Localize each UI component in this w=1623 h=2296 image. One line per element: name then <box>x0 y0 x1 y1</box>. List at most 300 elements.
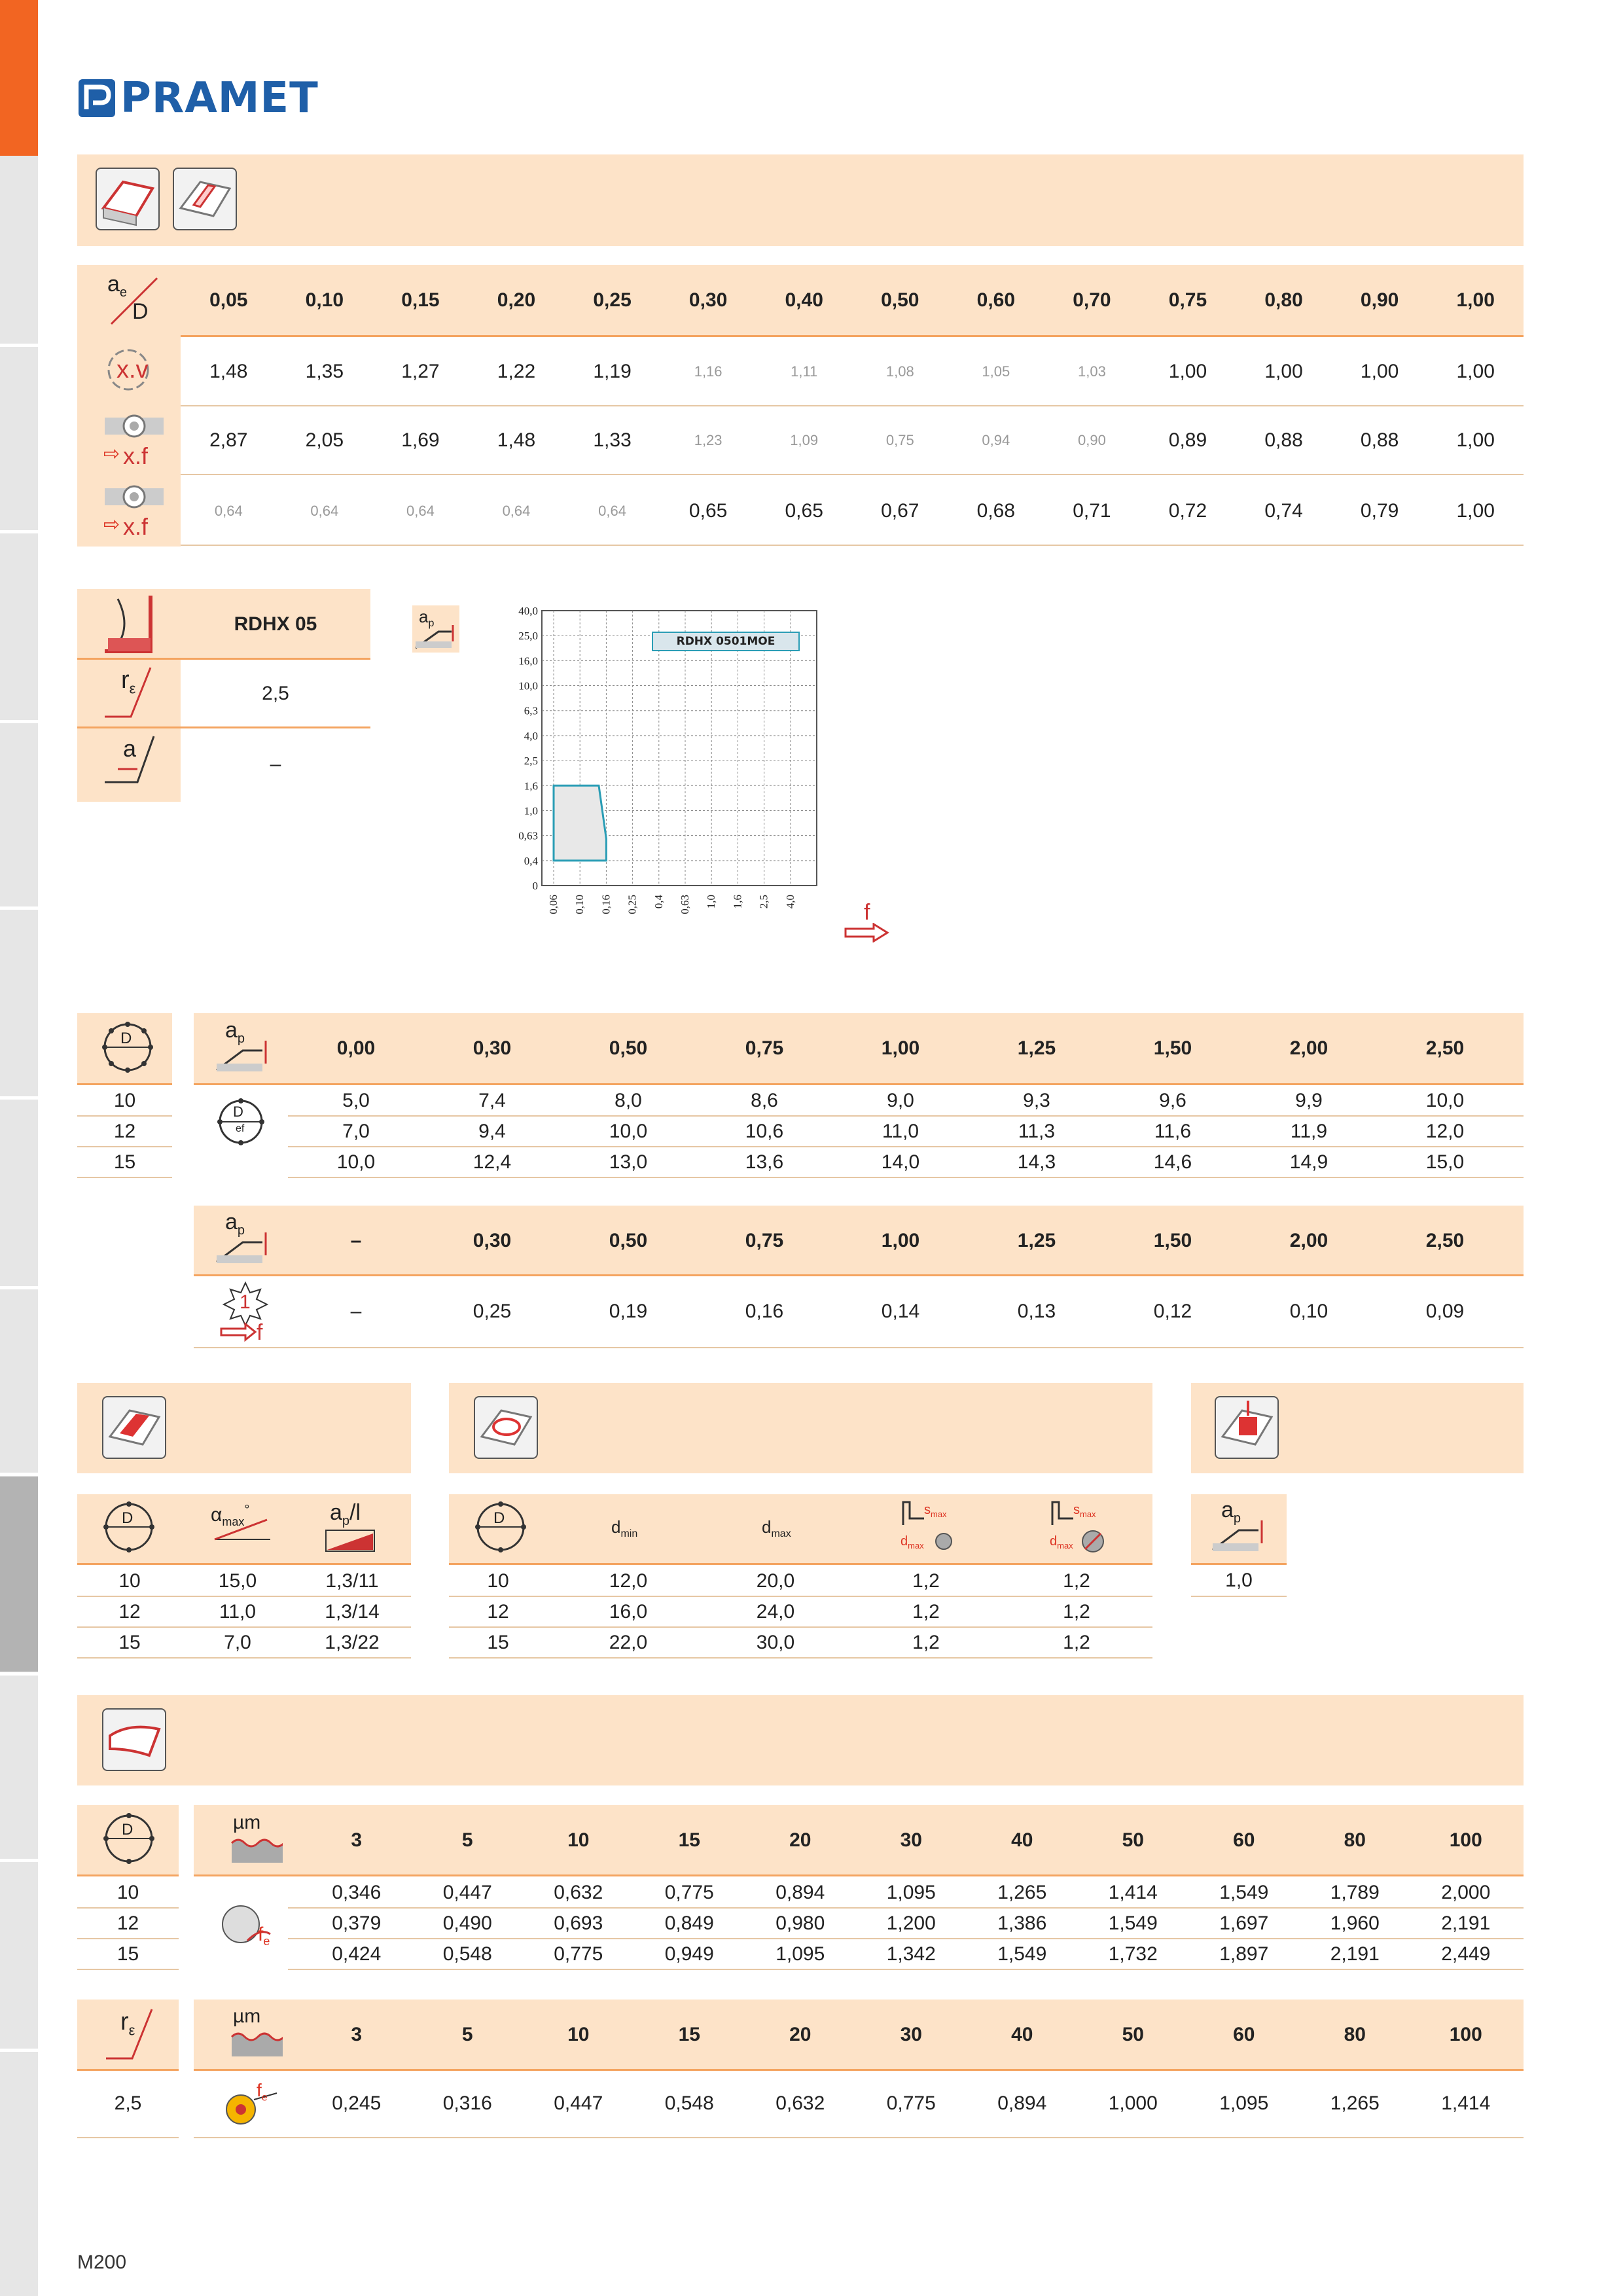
rough-diameter-icon <box>99 1809 158 1868</box>
plunge-icon <box>1215 1396 1279 1459</box>
rough-header-cell: 60 <box>1233 1829 1255 1851</box>
factor-cell: 2,05 <box>305 429 344 451</box>
factor-header-cell: 0,50 <box>881 289 919 311</box>
chart-ytick: 25,0 <box>518 630 538 643</box>
rough-cell: 0,980 <box>776 1912 825 1934</box>
rough-cell: 0,849 <box>664 1912 714 1934</box>
ramp-cell: 15 <box>118 1631 141 1653</box>
plunge-ap-sub: p <box>1233 1511 1241 1526</box>
factor-header-cell: 0,75 <box>1168 289 1207 311</box>
rough2-header-cell: 30 <box>900 2024 922 2045</box>
rough-d-label: D <box>122 1821 134 1839</box>
fe-radius-icon <box>221 2073 280 2132</box>
chart-legend <box>652 632 800 651</box>
smax-sub-2: max <box>1080 1509 1096 1519</box>
def-header-cell: 2,00 <box>1289 1037 1329 1059</box>
rough-cell: 1,095 <box>886 1881 936 1903</box>
rough-cell: 0,775 <box>664 1881 714 1903</box>
factor-cell: 1,03 <box>1078 363 1106 380</box>
um-label: µm <box>233 1812 261 1833</box>
feed-header-cell: 2,50 <box>1425 1230 1465 1251</box>
smax-label-2: s <box>1073 1503 1080 1517</box>
def-header-cell: 2,50 <box>1425 1037 1465 1059</box>
helix-cell: 1,2 <box>912 1631 940 1653</box>
def-cell: 11,0 <box>882 1120 919 1142</box>
rough-r-sub: ε <box>128 2022 135 2039</box>
rough-cell: 1,960 <box>1330 1912 1380 1934</box>
rough-r-label: r <box>120 2008 129 2036</box>
logo-text: PRAMET <box>120 74 319 122</box>
rough2-cell: 0,632 <box>776 2092 825 2114</box>
feed-header-cell: 1,25 <box>1017 1230 1056 1251</box>
d2-label-2: d <box>1050 1534 1058 1549</box>
rough2-header-cell: 100 <box>1449 2024 1482 2045</box>
def-header-cell: 1,50 <box>1153 1037 1192 1059</box>
rough-cell: 1,789 <box>1330 1881 1380 1903</box>
chart-xtick: 0,25 <box>626 895 639 914</box>
helix-cell: 22,0 <box>609 1631 648 1653</box>
def-label: D <box>233 1103 243 1120</box>
chart-xtick: 0,06 <box>547 895 560 914</box>
helix-cell: 15 <box>487 1631 509 1653</box>
def-cell: 14,6 <box>1153 1151 1192 1173</box>
rough2-r-value: 2,5 <box>114 2092 142 2114</box>
plunge-ap-label: a <box>1221 1498 1234 1522</box>
helix-diameter-icon <box>471 1498 530 1556</box>
side-tab-dark <box>0 1477 38 1672</box>
def-cell: 15,0 <box>1425 1151 1465 1173</box>
feed-header-cell: 0,50 <box>609 1230 648 1251</box>
rough2-header-cell: 60 <box>1233 2024 1255 2045</box>
factor-header-cell: 0,20 <box>497 289 536 311</box>
rough-header-cell: 10 <box>567 1829 590 1851</box>
feed-header-cell: 1,50 <box>1153 1230 1192 1251</box>
helix-cell: 16,0 <box>609 1600 648 1623</box>
r-value: 2,5 <box>262 682 289 704</box>
factor-header-cell: 0,70 <box>1073 289 1111 311</box>
factor-cell: 0,64 <box>310 502 339 519</box>
rough-radius-icon <box>99 2003 165 2065</box>
speed-factor-icon <box>103 340 162 399</box>
feed-factor-2-icon: x.f ⇨ <box>103 483 166 542</box>
ap-icon-2 <box>213 1210 272 1268</box>
factor-cell: 1,08 <box>885 363 914 380</box>
helix-cell: 12,0 <box>609 1570 648 1592</box>
factor-cell: 1,16 <box>694 363 722 380</box>
factor-cell: 1,19 <box>593 360 632 382</box>
rough-cell: 1,897 <box>1219 1943 1269 1965</box>
a-value: – <box>270 753 281 775</box>
d2-sub-2: max <box>1057 1541 1073 1551</box>
ae-label: a <box>107 272 120 296</box>
rough-cell: 1,342 <box>886 1943 936 1965</box>
alpha-sub: max <box>222 1515 245 1528</box>
factor-header-cell: 0,40 <box>785 289 823 311</box>
chart-xtick: 4,0 <box>783 895 796 909</box>
feed-cell: 0,12 <box>1153 1300 1192 1322</box>
factor-cell: 0,71 <box>1073 499 1111 522</box>
xf-label: x.f <box>123 442 149 469</box>
factor-cell: 1,00 <box>1264 360 1303 382</box>
factor-cell: 0,64 <box>214 502 243 519</box>
chart-ytick: 0 <box>532 880 538 892</box>
def-cell: 9,4 <box>478 1120 506 1142</box>
chart-ytick: 6,3 <box>524 704 538 717</box>
factor-header-cell: 0,80 <box>1264 289 1303 311</box>
helix-cell: 12 <box>487 1600 509 1623</box>
def-cell: 5,0 <box>342 1089 370 1111</box>
factor-cell: 0,68 <box>976 499 1016 522</box>
chart-xtick: 1,0 <box>705 895 718 909</box>
def-icon <box>213 1094 268 1149</box>
factor-cell: 0,90 <box>1078 431 1106 448</box>
rough2-cell: 1,265 <box>1330 2092 1380 2114</box>
ramp-cell: 1,3/22 <box>325 1631 380 1653</box>
helix-cell: 1,2 <box>1063 1631 1090 1653</box>
def-cell: 13,6 <box>745 1151 784 1173</box>
def-cell: 11,6 <box>1154 1120 1192 1142</box>
factor-cell: 0,64 <box>598 502 626 519</box>
ae-sub: e <box>119 285 128 300</box>
rough2-cell: 0,775 <box>886 2092 936 2114</box>
rough2-cell: 0,894 <box>997 2092 1047 2114</box>
ramp-cell: 12 <box>118 1600 141 1623</box>
apl-tail: /l <box>349 1500 361 1525</box>
apl-label: a <box>330 1500 342 1525</box>
rough-cell: 1,549 <box>997 1943 1047 1965</box>
rough-cell: 1,549 <box>1219 1881 1269 1903</box>
chart-ytick: 4,0 <box>524 729 538 742</box>
rough2-cell: 0,245 <box>332 2092 382 2114</box>
smax-dmax-icon <box>898 1499 970 1558</box>
feed-cell: 0,13 <box>1017 1300 1056 1322</box>
fe-sub: e <box>263 1935 270 1948</box>
helix-d-label: D <box>493 1509 505 1527</box>
feed-header-cell: – <box>350 1230 362 1251</box>
rough-cell: 1,732 <box>1108 1943 1158 1965</box>
logo <box>77 75 319 121</box>
fe-icon <box>221 1895 280 1954</box>
feed-header-cell: 0,75 <box>745 1230 784 1251</box>
def-cell: 9,6 <box>1159 1089 1186 1111</box>
feed-cell: 0,09 <box>1425 1300 1465 1322</box>
xf-label-2: x.f <box>123 513 149 540</box>
chart-ylabel-sub: p <box>428 618 435 630</box>
rough-d-cell: 10 <box>116 1881 139 1903</box>
ap-l-icon <box>321 1498 380 1556</box>
factor-header-cell: 0,25 <box>593 289 632 311</box>
def-cell: 9,9 <box>1295 1089 1323 1111</box>
page-number: M200 <box>77 2251 127 2273</box>
dmax-label: d <box>762 1517 772 1537</box>
factor-cell: 0,75 <box>885 431 914 448</box>
factor-header-cell: 0,05 <box>209 289 248 311</box>
def-d-cell: 10 <box>113 1089 136 1111</box>
feed-cell: 0,14 <box>881 1300 920 1322</box>
chart-ytick: 2,5 <box>524 755 538 768</box>
rough2-cell: 0,548 <box>664 2092 714 2114</box>
slot-milling-icon <box>173 168 237 230</box>
chart-ylabel: a <box>419 607 429 626</box>
ramp-cell: 1,3/14 <box>325 1600 380 1623</box>
rough-header-cell: 100 <box>1449 1829 1482 1851</box>
rough-cell: 0,949 <box>664 1943 714 1965</box>
apl-sub: p <box>342 1513 350 1528</box>
feed-cell: – <box>350 1300 362 1322</box>
factor-cell: 0,64 <box>502 502 531 519</box>
factor-cell: 1,05 <box>982 363 1010 380</box>
d2-label: d <box>901 1534 908 1549</box>
ramp-cell: 7,0 <box>224 1631 251 1653</box>
chart-ytick: 40,0 <box>518 605 538 617</box>
rough-cell: 0,424 <box>332 1943 382 1965</box>
feed-per-tooth-icon <box>216 1280 278 1345</box>
rough2-header-cell: 3 <box>351 2024 363 2045</box>
factor-cell: 0,64 <box>406 502 435 519</box>
ramp-cell: 11,0 <box>219 1600 257 1623</box>
chart-ytick: 1,0 <box>524 804 538 817</box>
factor-header-cell: 0,90 <box>1360 289 1399 311</box>
ramp-cell: 15,0 <box>218 1570 257 1592</box>
feed-factor-icon: x.f ⇨ <box>103 412 166 471</box>
helix-cell: 1,2 <box>912 1600 940 1623</box>
dmin-sub: min <box>620 1528 638 1540</box>
helical-header <box>449 1383 1152 1473</box>
diameter-icon <box>98 1018 157 1077</box>
smax-sub: max <box>931 1509 947 1519</box>
helix-cell: 1,2 <box>1063 1600 1090 1623</box>
rough-cell: 0,379 <box>332 1912 382 1934</box>
fe-sub-2: e <box>261 2092 268 2104</box>
def-header-cell: 0,00 <box>336 1037 376 1059</box>
ramp-d-label: D <box>122 1509 134 1527</box>
factor-cell: 0,65 <box>688 499 728 522</box>
ramping-icon <box>102 1396 166 1459</box>
factor-cell: 1,00 <box>1168 360 1207 382</box>
rough2-cell: 1,000 <box>1108 2092 1158 2114</box>
rough-header-cell: 30 <box>900 1829 922 1851</box>
active-tab <box>0 0 38 156</box>
alpha-label: α <box>211 1504 223 1526</box>
def-cell: 7,0 <box>342 1120 370 1142</box>
factor-cell: 1,00 <box>1456 499 1495 522</box>
plunge-ap-icon <box>1209 1498 1268 1556</box>
chart-xtick: 1,6 <box>731 895 744 909</box>
rough2-cell: 0,316 <box>442 2092 492 2114</box>
feed-cell: 0,16 <box>745 1300 784 1322</box>
factor-cell: 0,88 <box>1264 429 1303 451</box>
def-sub: ef <box>236 1123 245 1134</box>
rough-cell: 0,490 <box>442 1912 492 1934</box>
r-sub: ε <box>129 680 136 697</box>
rough-header-cell: 80 <box>1344 1829 1366 1851</box>
def-cell: 8,6 <box>751 1089 778 1111</box>
xv-label: x.v <box>116 356 149 384</box>
factor-cell: 1,48 <box>497 429 536 451</box>
factor-cell: 1,11 <box>791 363 818 380</box>
def-cell: 10,0 <box>609 1120 648 1142</box>
feed-cell: 0,19 <box>609 1300 648 1322</box>
factor-cell: 2,87 <box>209 429 248 451</box>
def-cell: 9,3 <box>1023 1089 1050 1111</box>
alpha-deg: ° <box>244 1503 250 1517</box>
factor-cell: 0,94 <box>982 431 1010 448</box>
a-label: a <box>123 735 137 762</box>
feed-cell: 0,25 <box>473 1300 512 1322</box>
rough-cell: 0,632 <box>554 1881 603 1903</box>
feed-cell: 0,10 <box>1289 1300 1329 1322</box>
corner-insert-icon <box>98 592 164 655</box>
rough2-cell: 0,447 <box>554 2092 603 2114</box>
def-d-label: D <box>120 1030 132 1047</box>
def-cell: 10,0 <box>1425 1089 1465 1111</box>
def-ap-sub: p <box>237 1031 245 1046</box>
def-cell: 12,0 <box>1425 1120 1465 1142</box>
dmin-label: d <box>611 1517 621 1537</box>
def-cell: 14,0 <box>881 1151 920 1173</box>
def-d-cell: 15 <box>113 1151 136 1173</box>
rough-d-cell: 15 <box>116 1943 139 1965</box>
factor-cell: 0,67 <box>881 499 919 522</box>
rough-header-cell: 40 <box>1011 1829 1033 1851</box>
feed-ap-sub: p <box>237 1223 245 1238</box>
wiper-length-icon <box>98 730 164 795</box>
chart-legend-text: RDHX 0501MOE <box>676 635 776 648</box>
rough2-header-cell: 50 <box>1122 2024 1144 2045</box>
def-cell: 9,0 <box>887 1089 914 1111</box>
rough-cell: 1,265 <box>997 1881 1047 1903</box>
rough-header-cell: 3 <box>351 1829 363 1851</box>
def-header-cell: 0,50 <box>609 1037 648 1059</box>
rough2-header-cell: 5 <box>461 2024 473 2045</box>
factor-cell: 1,48 <box>209 360 248 382</box>
rough2-header-cell: 80 <box>1344 2024 1366 2045</box>
roughness-header <box>77 1695 1524 1785</box>
ramp-diameter-icon <box>99 1498 158 1556</box>
dmax-sub: max <box>771 1528 791 1540</box>
helix-cell: 1,2 <box>1063 1570 1090 1592</box>
logo-icon <box>77 78 116 118</box>
factor-header-cell: 0,10 <box>305 289 344 311</box>
rough-cell: 0,894 <box>776 1881 825 1903</box>
ap-f-chart <box>412 592 897 959</box>
plunge-value: 1,0 <box>1225 1570 1253 1591</box>
section-header-slot-milling <box>77 154 1524 246</box>
d-label: D <box>132 299 149 324</box>
factor-header-cell: 0,30 <box>688 289 728 311</box>
rough-cell: 0,447 <box>442 1881 492 1903</box>
ramp-cell: 10 <box>118 1570 141 1592</box>
rough-header-cell: 15 <box>678 1829 700 1851</box>
smax-label: s <box>924 1503 931 1517</box>
fe-label-2: f <box>257 2080 262 2100</box>
smax-dmax-icon-2 <box>1047 1499 1119 1558</box>
rough2-cell: 1,414 <box>1441 2092 1491 2114</box>
rough-cell: 1,549 <box>1108 1912 1158 1934</box>
rough-header-cell: 50 <box>1122 1829 1144 1851</box>
factor-header-cell: 0,60 <box>976 289 1016 311</box>
surface-icon <box>102 1708 166 1771</box>
corner-radius-icon <box>98 661 164 723</box>
roughness-um-icon-2 <box>230 2004 283 2056</box>
rough-cell: 2,191 <box>1330 1943 1380 1965</box>
ap-icon <box>213 1018 272 1077</box>
def-header-cell: 0,30 <box>473 1037 512 1059</box>
factor-cell: 0,74 <box>1264 499 1303 522</box>
def-header-cell: 0,75 <box>745 1037 784 1059</box>
fe-label: f <box>258 1924 264 1945</box>
fz-label: 1 <box>240 1291 251 1313</box>
factor-cell: 1,33 <box>593 429 632 451</box>
factor-header-cell: 1,00 <box>1456 289 1495 311</box>
rough-d-cell: 12 <box>116 1912 139 1934</box>
factor-cell: 0,88 <box>1360 429 1399 451</box>
ramp-cell: 1,3/11 <box>325 1570 379 1592</box>
def-header-cell: 1,00 <box>881 1037 920 1059</box>
alpha-max-icon <box>208 1500 274 1559</box>
rough-cell: 1,200 <box>886 1912 936 1934</box>
def-cell: 7,4 <box>478 1089 506 1111</box>
def-cell: 13,0 <box>609 1151 648 1173</box>
ae-over-d-icon <box>98 272 164 331</box>
rough-cell: 0,775 <box>554 1943 603 1965</box>
helix-cell: 20,0 <box>756 1570 795 1592</box>
def-cell: 10,6 <box>745 1120 784 1142</box>
factor-cell: 1,27 <box>401 360 440 382</box>
um-label-2: µm <box>233 2005 261 2027</box>
helix-cell: 1,2 <box>912 1570 940 1592</box>
rough-cell: 1,386 <box>997 1912 1047 1934</box>
rough-cell: 0,548 <box>442 1943 492 1965</box>
rough-header-cell: 20 <box>789 1829 812 1851</box>
roughness-um-icon <box>230 1810 283 1863</box>
chart-xtick: 0,4 <box>652 895 665 909</box>
rough2-cell: 1,095 <box>1219 2092 1269 2114</box>
rough-cell: 1,697 <box>1219 1912 1269 1934</box>
chart-arrow-icon <box>844 923 890 942</box>
chart-ytick: 1,6 <box>524 780 538 793</box>
def-cell: 10,0 <box>336 1151 376 1173</box>
feed-header-cell: 2,00 <box>1289 1230 1329 1251</box>
rough-cell: 1,414 <box>1108 1881 1158 1903</box>
rough2-header-cell: 20 <box>789 2024 812 2045</box>
rough-cell: 0,693 <box>554 1912 603 1934</box>
chart-working-region <box>554 785 606 861</box>
feed-header-cell: 0,30 <box>473 1230 512 1251</box>
helix-cell: 10 <box>487 1570 509 1592</box>
chart-ytick: 0,63 <box>518 829 538 842</box>
rough-cell: 1,095 <box>776 1943 825 1965</box>
factor-cell: 0,65 <box>785 499 823 522</box>
def-ap-label: a <box>225 1018 238 1043</box>
r-label: r <box>121 666 130 694</box>
rough-cell: 2,000 <box>1441 1881 1491 1903</box>
def-d-cell: 12 <box>113 1120 136 1142</box>
d2-sub: max <box>908 1541 924 1551</box>
rough2-header-cell: 10 <box>567 2024 590 2045</box>
factor-cell: 0,72 <box>1168 499 1207 522</box>
factor-cell: 1,23 <box>694 431 722 448</box>
helix-cell: 30,0 <box>756 1631 795 1653</box>
def-header-cell: 1,25 <box>1017 1037 1056 1059</box>
def-cell: 14,9 <box>1289 1151 1329 1173</box>
chart-xlabel: f <box>864 900 870 925</box>
rough-cell: 0,346 <box>332 1881 382 1903</box>
rough2-header-cell: 40 <box>1011 2024 1033 2045</box>
def-cell: 11,9 <box>1290 1120 1328 1142</box>
chart-ytick: 16,0 <box>518 655 538 668</box>
side-tab-strip <box>0 0 38 2296</box>
